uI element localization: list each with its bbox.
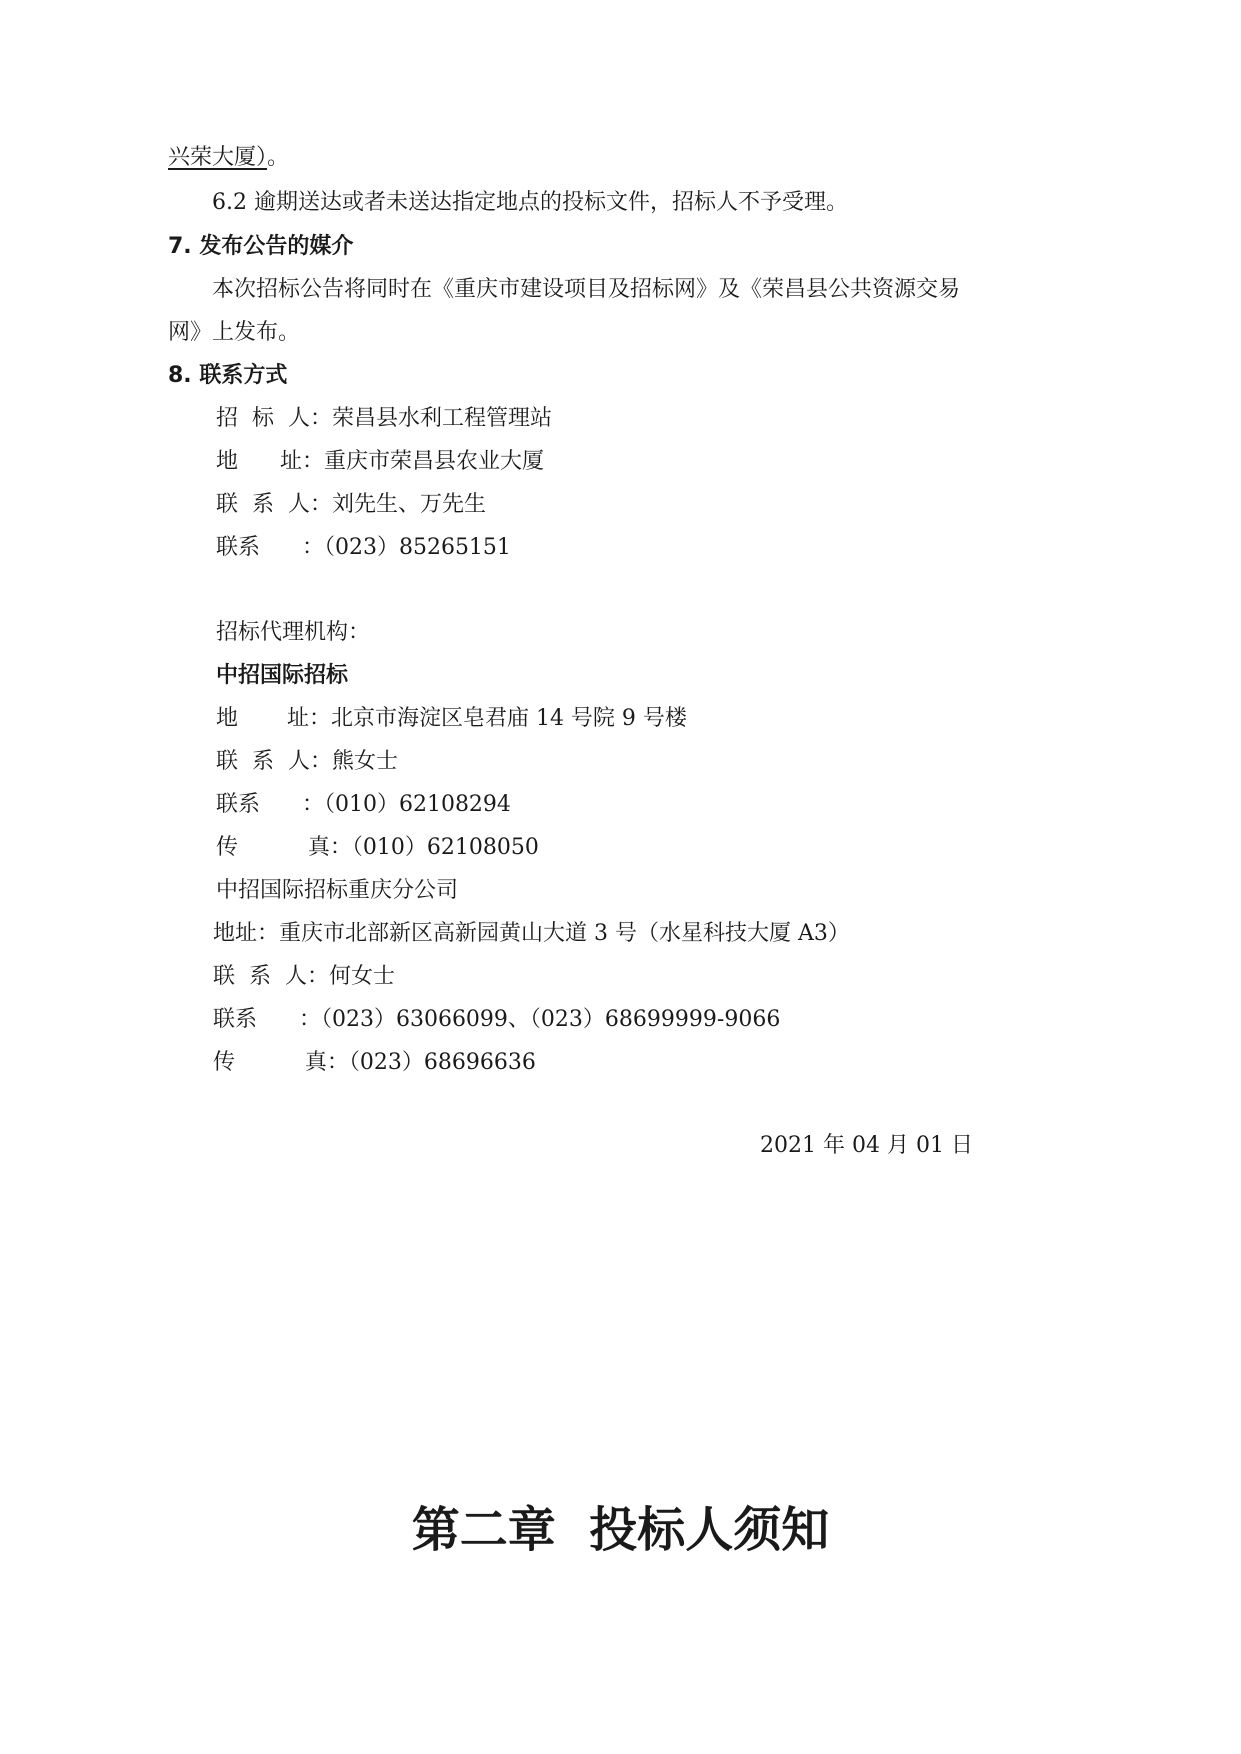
tenderer-contact: 联 系 人：刘先生、万先生 <box>216 492 486 517</box>
agency-address: 地 址：北京市海淀区皂君庙 14 号院 9 号楼 <box>216 706 687 731</box>
section-8-heading: 8. 联系方式 <box>168 363 288 388</box>
agency-contact: 联 系 人：熊女士 <box>216 749 398 774</box>
branch-phone: 联系 ：（023）63066099、（023）68699999-9066 <box>213 1007 781 1032</box>
item-6-2: 6.2 逾期送达或者未送达指定地点的投标文件，招标人不予受理。 <box>212 190 848 215</box>
agency-fax: 传 真：（010）62108050 <box>216 835 539 860</box>
branch-address: 地址：重庆市北部新区高新园黄山大道 3 号（水星科技大厦 A3） <box>213 921 850 946</box>
continuation-line <box>168 143 289 173</box>
section-7-text-line1: 本次招标公告将同时在《重庆市建设项目及招标网》及《荣昌县公共资源交易 <box>212 277 961 302</box>
agency-phone: 联系 ：（010）62108294 <box>216 792 511 817</box>
branch-name: 中招国际招标重庆分公司 <box>216 878 459 903</box>
tenderer-address: 地 址：重庆市荣昌县农业大厦 <box>216 449 544 474</box>
announcement-date: 2021 年 04 月 01 日 <box>760 1133 973 1158</box>
continuation-end: 。 <box>267 145 290 170</box>
chapter-title: 第二章 投标人须知 <box>411 1502 830 1558</box>
continuation-text: 兴荣大厦） <box>168 145 268 170</box>
branch-contact: 联 系 人：何女士 <box>213 964 395 989</box>
tenderer-phone: 联系 ：（023）85265151 <box>216 535 511 560</box>
section-7-heading: 7. 发布公告的媒介 <box>168 234 354 259</box>
agency-label: 招标代理机构： <box>216 620 371 645</box>
tenderer-name: 招 标 人：荣昌县水利工程管理站 <box>216 406 552 431</box>
section-7-text-line2: 网》上发布。 <box>168 320 301 345</box>
branch-fax: 传 真：（023）68696636 <box>213 1050 536 1075</box>
agency-name: 中招国际招标 <box>216 663 349 688</box>
